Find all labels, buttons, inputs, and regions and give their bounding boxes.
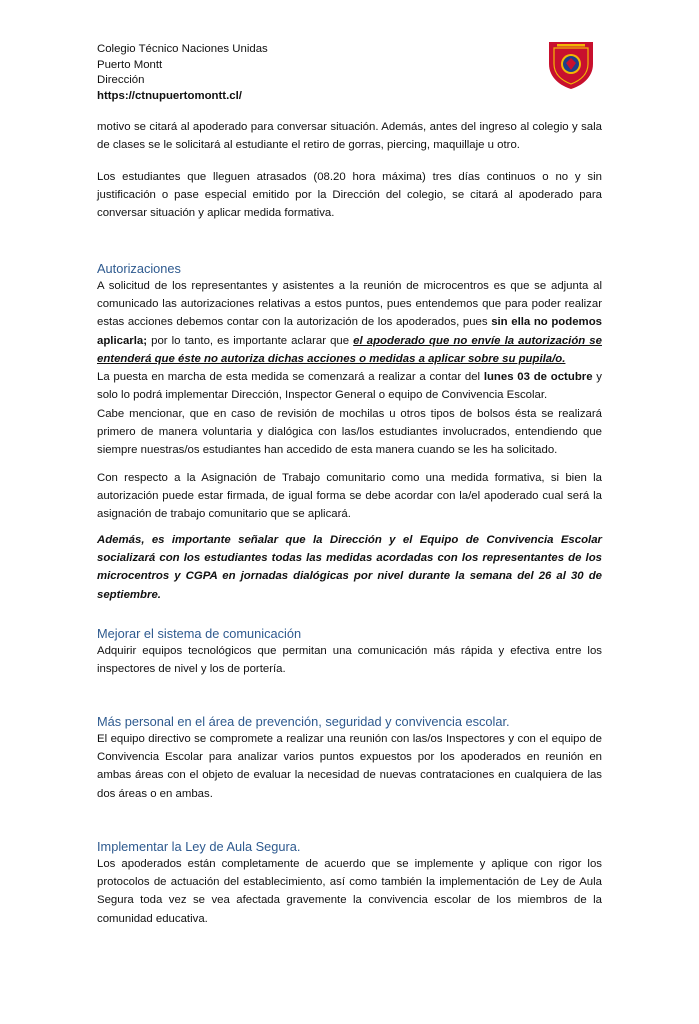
heading-autorizaciones: Autorizaciones bbox=[97, 261, 181, 276]
autorizaciones-paragraph-4: Con respecto a la Asignación de Trabajo comunitario como una medida formativa, si bien la autorización puede estar firmada, de igual forma se debe acordar con la/el apoderado cual será la asignación de trabajo comunitario que se aplicará. bbox=[97, 472, 602, 521]
aula-segura-paragraph: Los apoderados están completamente de acuerdo que se implemente y aplique con rigor los protocolos de actuación del establecimiento, así como también la implementación de Ley de Aula Segura toda vez se vea afectada gravemente la convivencia escolar de los miembros de la comunidad educativa. bbox=[97, 858, 602, 925]
autorizaciones-paragraph-1: A solicitud de los representantes y asistentes a la reunión de microcentros es que se adjunta al comunicado las autorizaciones relativas a estos puntos, pues entendemos que para poder realizar estas acciones debemos contar con la autorización de los apoderados, pues sin ella no podemos aplicarla; por lo tanto, es importante aclarar que el apoderado que no envíe la autorización se entenderá que éste no autoriza dichas acciones o medidas a aplicar sobre su pupila/o. La puesta en marcha de esta medida se comenzará a realizar a contar del lunes 03 de octubre y solo lo podrá implementar Dirección, Inspector General o equipo de Convivencia Escolar. bbox=[97, 280, 602, 402]
heading-personal: Más personal en el área de prevención, seguridad y convivencia escolar. bbox=[97, 714, 510, 729]
letterhead bbox=[97, 42, 268, 104]
heading-aula-segura: Implementar la Ley de Aula Segura. bbox=[97, 839, 301, 854]
website-link[interactable]: https://ctnupuertomontt.cl/ bbox=[97, 89, 242, 102]
autorizaciones-paragraph-5: Además, es importante señalar que la Dirección y el Equipo de Convivencia Escolar socializará con los estudiantes todas las medidas acordadas con los representantes de los microcentros y CGPA en jornadas dialógicas por nivel durante la semana del 26 al 30 de septiembre. bbox=[97, 534, 602, 601]
heading-comunicacion: Mejorar el sistema de comunicación bbox=[97, 626, 302, 641]
personal-paragraph: El equipo directivo se compromete a realizar una reunión con las/os Inspectores y con el equipo de Convivencia Escolar para analizar varios puntos expuestos por los apoderados en reunión en ambas áreas con el objeto de evaluar la necesidad de nuevas contrataciones en cualquiera de las dos áreas o en ambas. bbox=[97, 733, 602, 800]
school-shield-logo-icon bbox=[545, 38, 597, 90]
intro-paragraph-2: Los estudiantes que lleguen atrasados (08.20 hora máxima) tres días continuos o no y sin justificación o pase especial emitido por la Dirección del colegio, se citará al apoderado para conversar situación y aplicar medida formativa. bbox=[97, 171, 602, 220]
department: Dirección bbox=[97, 74, 145, 86]
comunicacion-paragraph: Adquirir equipos tecnológicos que permitan una comunicación más rápida y efectiva entre los inspectores de nivel y los de portería. bbox=[97, 645, 602, 676]
autorizaciones-paragraph-3: Cabe mencionar, que en caso de revisión de mochilas u otros tipos de bolsos ésta se realizará primero de manera voluntaria y dialógica con las/los estudiantes involucrados, entendiendo que siempre nuestras/os estudiantes han accedido de esta manera cuando se les ha solicitado. bbox=[97, 408, 602, 457]
intro-paragraph-1: motivo se citará al apoderado para conversar situación. Además, antes del ingreso al colegio y sala de clases se le solicitará al estudiante el retiro de gorras, piercing, maquillaje u otro. bbox=[97, 121, 602, 152]
city: Puerto Montt bbox=[97, 58, 163, 71]
school-name: Colegio Técnico Naciones Unidas bbox=[97, 43, 268, 55]
